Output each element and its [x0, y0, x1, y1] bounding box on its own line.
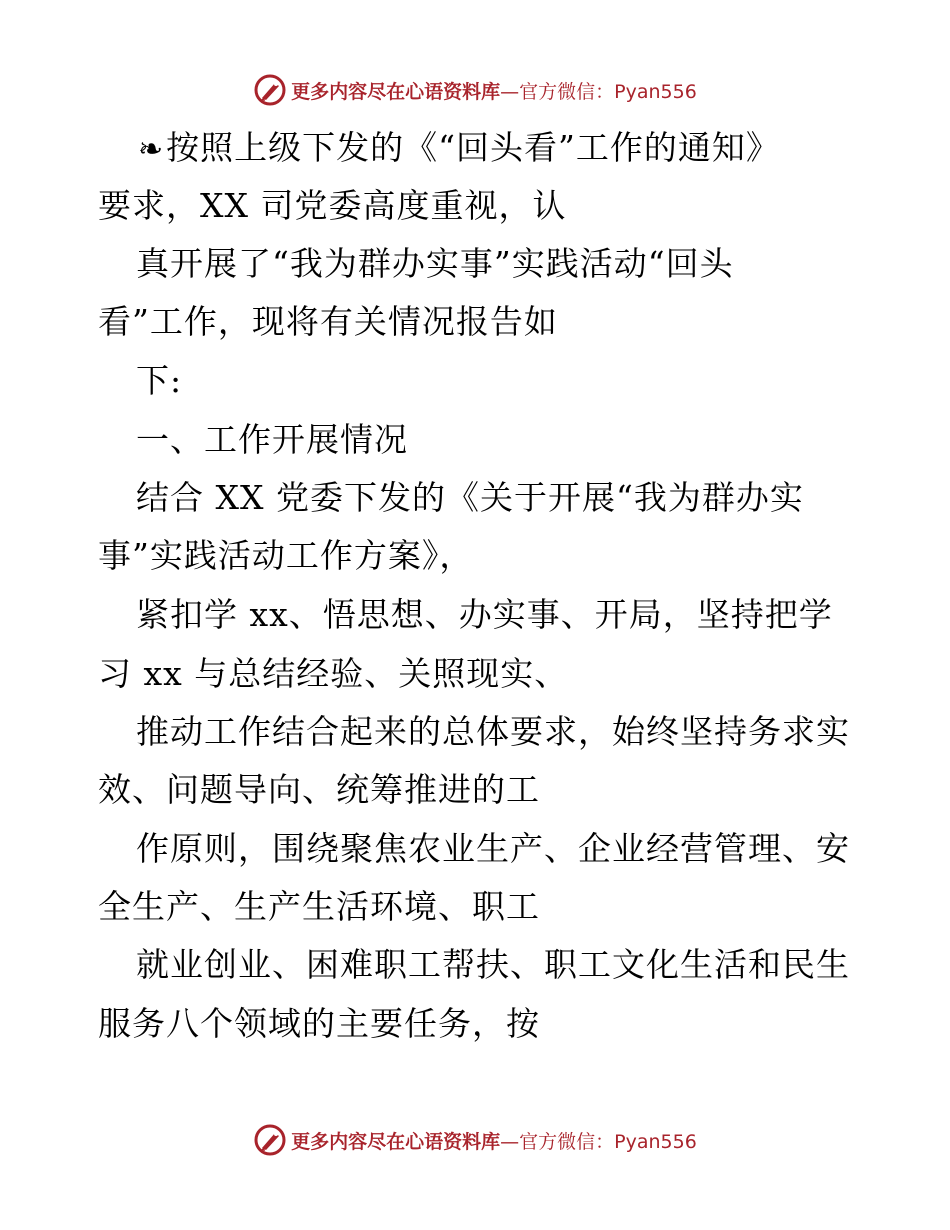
fleuron-icon: ❧: [138, 132, 165, 167]
watermark-brand-text: 更多内容尽在心语资料库: [291, 1130, 501, 1153]
footer-watermark: [0, 1120, 950, 1160]
watermark-wechat-text: —官方微信：Pyan556: [500, 1130, 697, 1153]
header-watermark: [0, 70, 950, 110]
text-line: 推动工作结合起来的总体要求，始终坚持务求实: [136, 712, 850, 751]
text-line: 事”实践活动工作方案》，: [98, 536, 474, 575]
text-line: 要求，XX 司党委高度重视，认: [98, 186, 567, 225]
text-line: 服务八个领域的主要任务，按: [98, 1004, 540, 1043]
text-line: 真开展了“我为群办实事”实践活动“回头: [136, 244, 734, 283]
watermark-wechat-text: —官方微信：Pyan556: [500, 80, 697, 103]
text-line-content: 按照上级下发的《“回头看”工作的通知》: [166, 128, 780, 167]
text-line: 效、问题导向、统筹推进的工: [98, 770, 540, 809]
text-line: [138, 128, 780, 170]
text-line: 看”工作，现将有关情况报告如: [98, 302, 558, 341]
pen-seal-icon: [253, 73, 287, 107]
pen-seal-icon: [253, 1123, 287, 1157]
text-line: 就业创业、困难职工帮扶、职工文化生活和民生: [136, 945, 850, 984]
text-line: 全生产、生产生活环境、职工: [98, 887, 540, 926]
text-line: 结合 XX 党委下发的《关于开展“我为群办实: [136, 478, 804, 517]
text-line: 作原则，围绕聚焦农业生产、企业经营管理、安: [136, 829, 850, 868]
watermark-brand-text: 更多内容尽在心语资料库: [291, 80, 501, 103]
text-line: 紧扣学 xx、悟思想、办实事、开局，坚持把学: [136, 595, 833, 634]
section-heading: 一、工作开展情况: [136, 420, 408, 459]
text-line: 习 xx 与总结经验、关照现实、: [98, 654, 569, 693]
text-line: 下:: [136, 361, 183, 400]
